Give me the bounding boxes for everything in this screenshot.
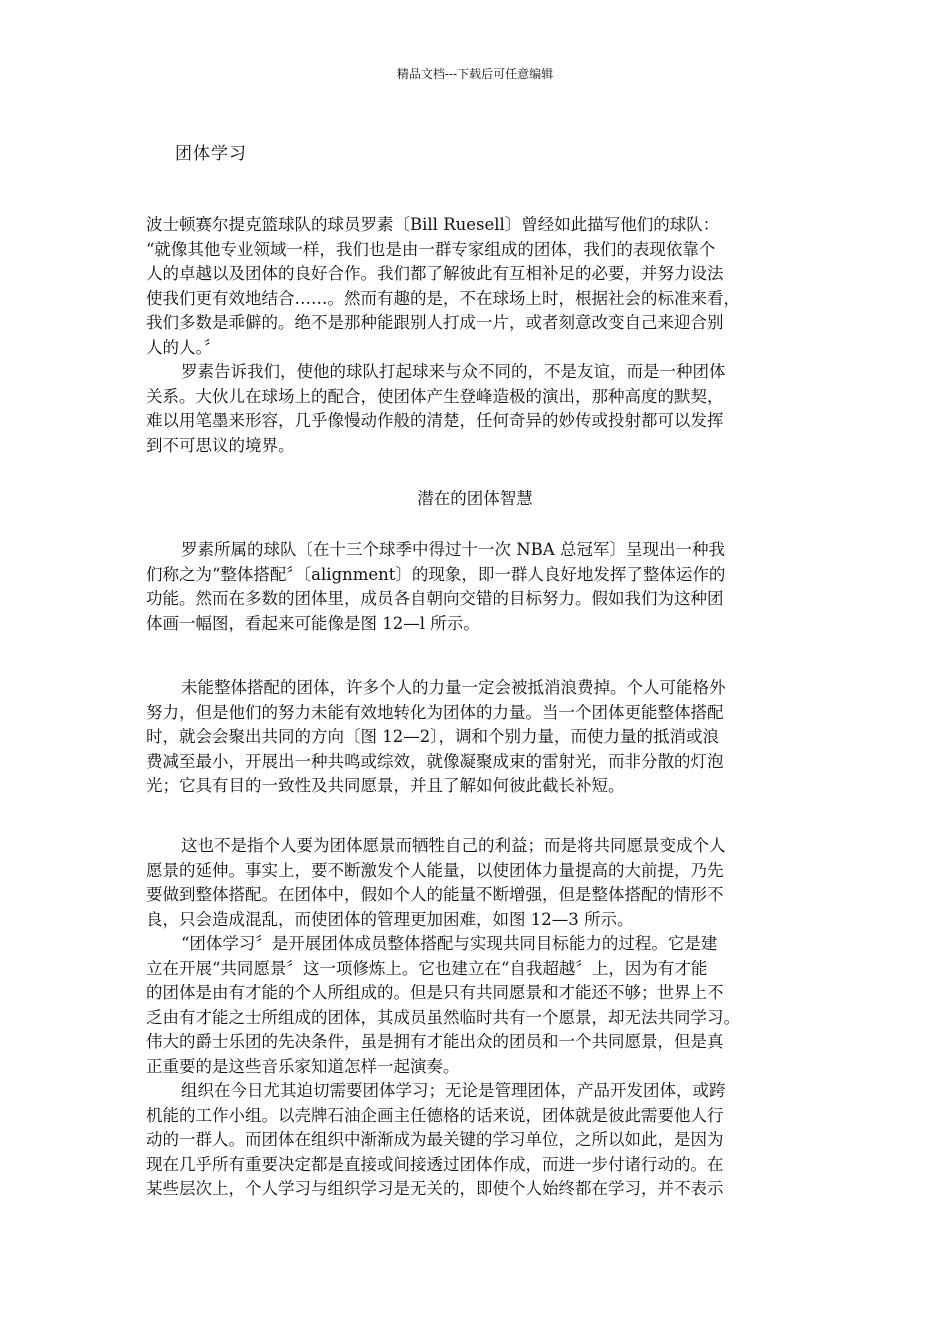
text-line: 立在开展“共同愿景〞这一项修炼上。它也建立在“自我超越〞上，因为有才能 — [146, 958, 708, 978]
text-line: 功能。然而在多数的团体里，成员各自朝向交错的目标努力。假如我们为这种团 — [146, 589, 724, 608]
text-line: 某些层次上，个人学习与组织学习是无关的，即使个人始终都在学习，并不表示 — [146, 1179, 724, 1198]
text-line: 们称之为“整体搭配〞〔alignment〕的现象，即一群人良好地发挥了整体运作的 — [146, 564, 726, 584]
text-line: 使我们更有效地结合……。然而有趣的是，不在球场上时，根据社会的标准来看， — [146, 288, 740, 308]
text-line: 人的卓越以及团体的良好合作。我们都了解彼此有互相补足的必要，并努力设法 — [146, 264, 724, 283]
text-line: “就像其他专业领域一样，我们也是由一群专家组成的团体，我们的表现依靠个 — [146, 239, 716, 259]
text-line: 罗素所属的球队〔在十三个球季中得过十一次 NBA 总冠军〕呈现出一种我 — [181, 540, 725, 559]
text-line: 良，只会造成混乱，而使团体的管理更加困难，如图 12—3 所示。 — [146, 909, 634, 929]
document-title: 团体学习 — [175, 144, 247, 164]
text-line: 动的一群人。而团体在组织中渐渐成为最关键的学习单位，之所以如此，是因为 — [146, 1130, 724, 1149]
text-line: 时，就会会聚出共同的方向〔图 12—2〕，调和个别力量，而使力量的抵消或浪 — [146, 727, 719, 746]
text-line: 到不可思议的境界。 — [146, 435, 295, 455]
text-line: 愿景的延伸。事实上，要不断激发个人能量，以使团体力量提高的大前提，乃先 — [146, 860, 724, 880]
text-line: 费减至最小，开展出一种共鸣或综效，就像凝聚成束的雷射光，而非分散的灯泡 — [146, 751, 724, 771]
text-line: 人的人。〞 — [146, 337, 221, 357]
text-line: 难以用笔墨来形容，几乎像慢动作般的清楚，任何奇异的妙传或投射都可以发挥 — [146, 411, 724, 430]
text-line: 伟大的爵士乐团的先决条件，虽是拥有才能出众的团员和一个共同愿景，但是真 — [146, 1032, 724, 1051]
text-line: 体画一幅图，看起来可能像是图 12—l 所示。 — [146, 613, 480, 633]
section-heading: 潜在的团体智慧 — [417, 489, 533, 508]
text-line: 正重要的是这些音乐家知道怎样一起演奏。 — [146, 1056, 460, 1076]
text-line: 组织在今日尤其迫切需要团体学习；无论是管理团体，产品开发团体，或跨 — [181, 1081, 726, 1100]
text-line: 我们多数是乖僻的。绝不是那种能跟别人打成一片，或者刻意改变自己来迎合别 — [146, 313, 724, 332]
text-line: 的团体是由有才能的个人所组成的。但是只有共同愿景和才能还不够；世界上不 — [146, 983, 724, 1002]
text-line: 这也不是指个人要为团体愿景而牺牲自己的利益；而是将共同愿景变成个人 — [181, 836, 726, 855]
page-header: 精品文档---下载后可任意编辑 — [396, 67, 554, 81]
text-line: 光；它具有目的一致性及共同愿景，并且了解如何彼此截长补短。 — [146, 776, 625, 795]
text-line: 现在几乎所有重要决定都是直接或间接透过团体作成，而进一步付诸行动的。在 — [146, 1154, 724, 1174]
text-line: 罗素告诉我们，使他的球队打起球来与众不同的，不是友谊，而是一种团体 — [181, 362, 726, 381]
text-line: “团体学习〞是开展团体成员整体搭配与实现共同目标能力的过程。它是建 — [181, 934, 718, 953]
text-line: 乏由有才能之士所组成的团体，其成员虽然临时共有一个愿景，却无法共同学习。 — [146, 1007, 740, 1027]
text-line: 关系。大伙儿在球场上的配合，使团体产生登峰造极的演出，那种高度的默契， — [146, 386, 724, 406]
paragraph-block-1 — [146, 213, 828, 458]
text-line: 波士顿赛尔提克篮球队的球员罗素〔Bill Ruesell〕曾经如此描写他们的球队： — [146, 215, 720, 234]
text-line: 努力，但是他们的努力未能有效地转化为团体的力量。当一个团体更能整体搭配 — [146, 702, 724, 722]
text-line: 要做到整体搭配。在团体中，假如个人的能量不断增强，但是整体搭配的情形不 — [146, 885, 724, 904]
paragraph-block-3 — [146, 676, 828, 799]
paragraph-block-2 — [146, 538, 828, 636]
paragraph-block-4 — [146, 834, 828, 1202]
text-line: 未能整体搭配的团体，许多个人的力量一定会被抵消浪费掉。个人可能格外 — [181, 678, 726, 697]
text-line: 机能的工作小组。以壳牌石油企画主任德格的话来说，团体就是彼此需要他人行 — [146, 1105, 724, 1125]
